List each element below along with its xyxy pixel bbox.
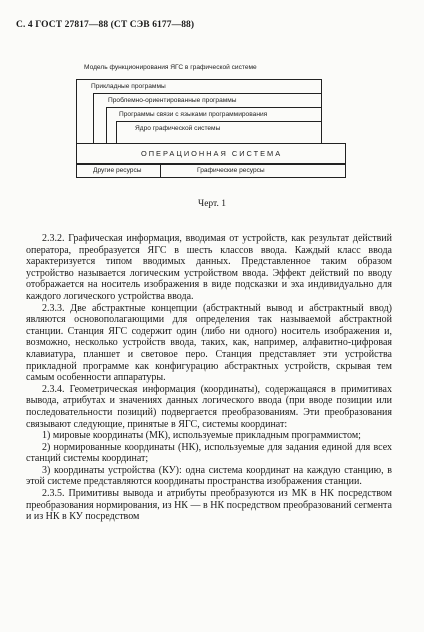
layer-label-problem-oriented: Проблемно-ориентированные программы: [108, 97, 237, 104]
other-resources-label: Другие ресурсы: [93, 167, 142, 174]
diagram-other-resources: [76, 164, 161, 178]
diagram-graphic-resources: [160, 164, 346, 178]
paragraph: 2.3.3. Две абстрактные концепции (абстрактный вывод и абстрактный ввод) являются основополагающими для определения так называемой абстрактной станции. Станция ЯГС содержит один (либо ни одного) носитель изображения и, возможно, несколько устройств ввода, таких, как, например, алфавитно-цифровая клавиатура, планшет и световое перо. Станция представляет эти устройства прикладной программе как конфигурацию абстрактных устройств, скрывая тем самым особенности аппаратуры.: [26, 302, 392, 384]
figure-caption: Черт. 1: [198, 199, 226, 209]
layer-label-gks-kernel: Ядро графической системы: [135, 125, 221, 132]
paragraph: 2.3.2. Графическая информация, вводимая от устройств, как результат действий оператора, преобразуется ЯГС в шесть классов ввода. Каждый класс ввода характеризуется типом вводимых данных. Представленное таким образом устройство называется логическим устройством ввода. Эффект действий по вводу отображается на носитель изображения в виде подсказки и эха индивидуально для каждого логического устройства ввода.: [26, 233, 392, 302]
layer-label-language-bindings: Программы связи с языками программирования: [119, 111, 268, 118]
list-item: 3) координаты устройства (КУ): одна система координат на каждую станцию, в этой системе представляются координаты пространства изображения станции.: [26, 464, 392, 488]
diagram-operating-system: [76, 143, 346, 164]
paragraph: 2.3.5. Примитивы вывода и атрибуты преобразуются из МК в НК посредством преобразования нормирования, из НК — в НК посредством преобразований сегмента и из НК в КУ посредством: [26, 488, 392, 523]
body-text: [26, 233, 392, 523]
diagram-title: Модель функционирования ЯГС в графической системе: [84, 64, 257, 71]
layer-label-applications: Прикладные программы: [91, 83, 166, 90]
list-item: 1) мировые координаты (МК), используемые прикладным программистом;: [42, 430, 361, 442]
paragraph: 2.3.4. Геометрическая информация (координаты), содержащаяся в примитивах вывода, атрибутах и значениях данных логического ввода (при вводе позиции или последовательности позиций) подвергается преобразованиям. Эти преобразования связывают следующие, принятые в ЯГС, системы координат:: [26, 383, 392, 430]
page-header: С. 4 ГОСТ 27817—88 (СТ СЭВ 6177—88): [16, 20, 195, 30]
list-item: 2) нормированные координаты (НК), используемые для задания единой для всех станций системы координат;: [26, 441, 392, 465]
os-label: ОПЕРАЦИОННАЯ СИСТЕМА: [141, 149, 283, 158]
graphic-resources-label: Графические ресурсы: [197, 167, 265, 174]
